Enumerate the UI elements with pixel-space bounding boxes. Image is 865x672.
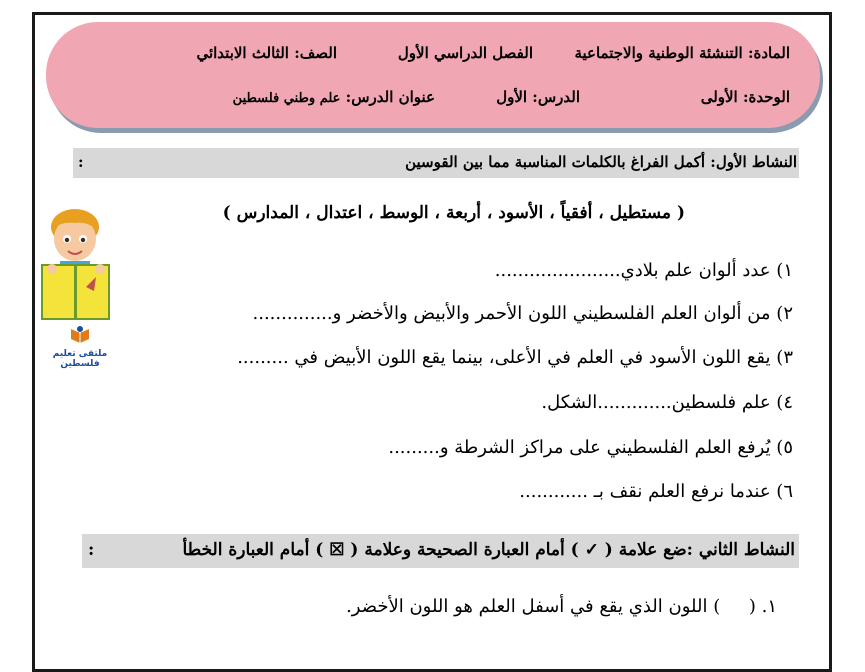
question-text: من ألوان العلم الفلسطيني اللون الأحمر والأبيض والأخضر و.............. [252, 303, 771, 324]
word-bank: ( مستطيل ، أفقياً ، الأسود ، أربعة ، الوسط ، اعتدال ، المدارس ) [222, 203, 685, 223]
header-box [46, 22, 820, 128]
list-item [237, 347, 793, 368]
subject-field [574, 44, 790, 62]
grade-label: الصف: [294, 44, 337, 62]
list-item [495, 260, 793, 281]
lesson-field [496, 88, 580, 106]
question-number: ٣) [776, 347, 793, 368]
activity2-colon: : [88, 540, 95, 560]
lesson-label: الدرس: [532, 88, 580, 106]
semester: الفصل الدراسي الأول [397, 44, 533, 62]
question-number: ١) [776, 260, 793, 281]
child-reading-icon [38, 205, 113, 325]
question-text: عدد ألوان علم بلادي...................... [494, 260, 771, 281]
question-number: ٥) [776, 437, 793, 458]
lesson-title-value: علم وطني فلسطين [232, 91, 341, 106]
check-mark-icon: ✓ [584, 540, 599, 560]
question-text: اللون الذي يقع في أسفل العلم هو اللون الأخضر. [346, 596, 708, 617]
grade-value: الثالث الابتدائي [196, 44, 289, 62]
list-item [346, 596, 777, 617]
activity2-title [182, 540, 795, 560]
activity2-title-part2: ) أمام العبارة الصحيحة وعلامة ( [350, 540, 579, 560]
grade-field [196, 44, 337, 62]
activity2-title-part3: ) أمام العبارة الخطأ [182, 540, 324, 560]
question-number: ١. [761, 596, 777, 617]
x-box-icon: ☒ [329, 540, 345, 560]
question-number: ٦) [776, 481, 793, 502]
question-text: علم فلسطين.............الشكل. [541, 392, 771, 413]
book-logo-icon [69, 325, 91, 345]
lesson-title-field [233, 88, 435, 106]
activity1-title: النشاط الأول: أكمل الفراغ بالكلمات المناسبة مما بين القوسين [405, 153, 797, 171]
lesson-value: الأول [496, 88, 528, 106]
list-item [519, 481, 793, 502]
question-text: يُرفع العلم الفلسطيني على مراكز الشرطة و......... [388, 437, 771, 458]
question-text: عندما نرفع العلم نقف بـ ............ [519, 481, 771, 502]
lesson-title-label: عنوان الدرس: [345, 88, 435, 106]
unit-value: الأولى [700, 88, 738, 106]
site-logo [40, 325, 120, 370]
unit-field [701, 88, 790, 106]
list-item [388, 437, 793, 458]
logo-text: ملتقى تعليم فلسطين [52, 349, 108, 369]
subject-label: المادة: [747, 44, 790, 62]
question-number: ٤) [776, 392, 793, 413]
list-item [253, 303, 793, 324]
question-number: ٢) [776, 303, 793, 324]
unit-label: الوحدة: [742, 88, 790, 106]
subject-value: التنشئة الوطنية والاجتماعية [574, 44, 743, 62]
activity1-colon: : [78, 153, 84, 171]
question-text: يقع اللون الأسود في العلم في الأعلى، بينما يقع اللون الأبيض في ......... [237, 347, 771, 368]
answer-paren[interactable]: ( ) [713, 596, 756, 617]
activity2-title-part1: النشاط الثاني :ضع علامة ( [604, 540, 795, 560]
list-item [541, 392, 793, 413]
